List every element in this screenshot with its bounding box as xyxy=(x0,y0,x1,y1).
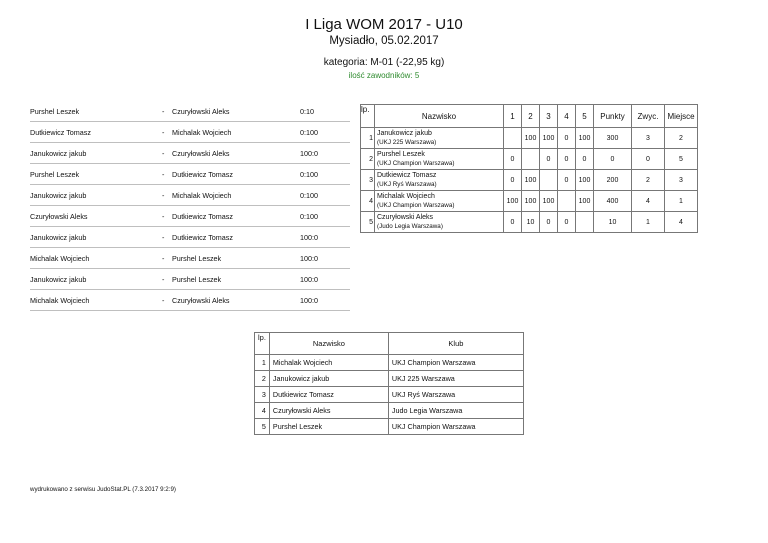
fight-separator: - xyxy=(162,107,165,116)
fight-competitor-b: Dutkiewicz Tomasz xyxy=(172,233,233,242)
place-cell: 1 xyxy=(665,191,698,212)
fight-competitor-a: Janukowicz jakub xyxy=(30,233,87,242)
fight-separator: - xyxy=(162,212,165,221)
final-header-name: Nazwisko xyxy=(269,333,388,355)
result-competitor xyxy=(375,149,504,170)
final-club: UKJ Champion Warszawa xyxy=(388,419,523,435)
header-place: Miejsce xyxy=(665,105,698,128)
final-name: Janukowicz jakub xyxy=(269,371,388,387)
final-club: UKJ Champion Warszawa xyxy=(388,355,523,371)
competitor-club: (UKJ 225 Warszawa) xyxy=(377,139,437,146)
fight-score: 100:0 xyxy=(300,233,318,242)
print-footer: wydrukowano z serwisu JudoStat.PL (7.3.2017 9:2:9) xyxy=(30,486,176,493)
competitor-name: Dutkiewicz Tomasz xyxy=(377,172,437,179)
fight-separator: - xyxy=(162,233,165,242)
score-cell xyxy=(558,191,576,212)
fight-row xyxy=(30,269,350,290)
event-place-date: Mysiadło, 05.02.2017 xyxy=(329,35,439,47)
fight-score: 100:0 xyxy=(300,275,318,284)
final-row xyxy=(255,371,524,387)
score-cell: 0 xyxy=(558,170,576,191)
fight-competitor-a: Purshel Leszek xyxy=(30,170,80,179)
result-competitor xyxy=(375,128,504,149)
final-row xyxy=(255,355,524,371)
points-cell: 300 xyxy=(594,128,632,149)
wins-cell: 1 xyxy=(632,212,665,233)
fight-competitor-b: Czuryłowski Aleks xyxy=(172,149,230,158)
final-lp: 4 xyxy=(255,403,270,419)
final-header-club: Klub xyxy=(388,333,523,355)
result-lp: 3 xyxy=(361,170,375,191)
header-col-3: 3 xyxy=(540,105,558,128)
fight-competitor-b: Czuryłowski Aleks xyxy=(172,107,230,116)
weight-category: kategoria: M-01 (-22,95 kg) xyxy=(323,57,445,68)
fight-separator: - xyxy=(162,128,165,137)
result-lp: 1 xyxy=(361,128,375,149)
score-cell: 0 xyxy=(558,212,576,233)
score-cell: 100 xyxy=(576,128,594,149)
results-row xyxy=(361,149,698,170)
competitor-name: Czuryłowski Aleks xyxy=(377,214,434,221)
header-col-1: 1 xyxy=(504,105,522,128)
competitor-club: (UKJ Ryś Warszawa) xyxy=(377,181,437,188)
fight-separator: - xyxy=(162,275,165,284)
score-cell: 100 xyxy=(576,191,594,212)
header-name: Nazwisko xyxy=(375,105,504,128)
fight-competitor-b: Czuryłowski Aleks xyxy=(172,296,230,305)
final-lp: 3 xyxy=(255,387,270,403)
fight-competitor-a: Michalak Wojciech xyxy=(30,254,90,263)
fight-competitor-a: Janukowicz jakub xyxy=(30,149,87,158)
fight-competitor-b: Purshel Leszek xyxy=(172,275,222,284)
header-points: Punkty xyxy=(594,105,632,128)
results-row xyxy=(361,170,698,191)
final-row xyxy=(255,387,524,403)
fight-row xyxy=(30,290,350,311)
score-cell: 0 xyxy=(576,149,594,170)
score-cell: 100 xyxy=(522,191,540,212)
final-row xyxy=(255,403,524,419)
fight-separator: - xyxy=(162,191,165,200)
header-col-5: 5 xyxy=(576,105,594,128)
fight-separator: - xyxy=(162,170,165,179)
fight-separator: - xyxy=(162,254,165,263)
competitor-name: Purshel Leszek xyxy=(377,151,425,158)
place-cell: 2 xyxy=(665,128,698,149)
place-cell: 5 xyxy=(665,149,698,170)
place-cell: 4 xyxy=(665,212,698,233)
final-name: Michalak Wojciech xyxy=(269,355,388,371)
score-cell: 0 xyxy=(558,128,576,149)
final-lp: 1 xyxy=(255,355,270,371)
fight-row xyxy=(30,101,350,122)
results-row xyxy=(361,212,698,233)
fight-row xyxy=(30,164,350,185)
result-lp: 4 xyxy=(361,191,375,212)
fight-competitor-b: Dutkiewicz Tomasz xyxy=(172,170,233,179)
score-cell xyxy=(522,149,540,170)
score-cell: 0 xyxy=(540,149,558,170)
fight-row xyxy=(30,185,350,206)
score-cell: 100 xyxy=(576,170,594,191)
fight-score: 0:10 xyxy=(300,107,314,116)
score-cell: 0 xyxy=(504,149,522,170)
final-header-lp: lp. xyxy=(255,333,270,355)
fight-score: 0:100 xyxy=(300,191,318,200)
score-cell xyxy=(504,128,522,149)
score-cell: 100 xyxy=(540,191,558,212)
fight-competitor-a: Purshel Leszek xyxy=(30,107,80,116)
final-name: Czuryłowski Aleks xyxy=(269,403,388,419)
fight-score: 0:100 xyxy=(300,128,318,137)
final-name: Purshel Leszek xyxy=(269,419,388,435)
score-cell: 0 xyxy=(504,170,522,191)
competitor-name: Michalak Wojciech xyxy=(377,193,435,200)
fight-competitor-a: Czuryłowski Aleks xyxy=(30,212,88,221)
fight-row xyxy=(30,122,350,143)
fight-competitor-a: Janukowicz jakub xyxy=(30,191,87,200)
fight-competitor-a: Michalak Wojciech xyxy=(30,296,90,305)
score-cell: 100 xyxy=(540,128,558,149)
points-cell: 0 xyxy=(594,149,632,170)
fight-competitor-b: Purshel Leszek xyxy=(172,254,222,263)
fight-competitor-b: Dutkiewicz Tomasz xyxy=(172,212,233,221)
fights-list xyxy=(30,101,350,311)
score-cell xyxy=(576,212,594,233)
final-ranking-table xyxy=(254,332,524,435)
results-grid xyxy=(360,104,698,233)
fight-separator: - xyxy=(162,296,165,305)
final-lp: 2 xyxy=(255,371,270,387)
fight-score: 0:100 xyxy=(300,170,318,179)
header-col-2: 2 xyxy=(522,105,540,128)
header-lp: lp. xyxy=(361,105,375,128)
result-lp: 5 xyxy=(361,212,375,233)
final-row xyxy=(255,419,524,435)
fight-score: 100:0 xyxy=(300,254,318,263)
fight-row xyxy=(30,248,350,269)
page-title: I Liga WOM 2017 - U10 xyxy=(305,16,463,33)
score-cell: 100 xyxy=(504,191,522,212)
final-club: UKJ Ryś Warszawa xyxy=(388,387,523,403)
final-header-row xyxy=(255,333,524,355)
wins-cell: 4 xyxy=(632,191,665,212)
competitor-club: (UKJ Champion Warszawa) xyxy=(377,160,455,167)
fight-score: 0:100 xyxy=(300,212,318,221)
wins-cell: 2 xyxy=(632,170,665,191)
fight-competitor-a: Janukowicz jakub xyxy=(30,275,87,284)
fight-separator: - xyxy=(162,149,165,158)
result-lp: 2 xyxy=(361,149,375,170)
final-name: Dutkiewicz Tomasz xyxy=(269,387,388,403)
points-cell: 200 xyxy=(594,170,632,191)
competitor-count: ilość zawodników: 5 xyxy=(348,71,420,80)
fight-competitor-b: Michalak Wojciech xyxy=(172,128,232,137)
score-cell: 100 xyxy=(522,128,540,149)
fight-row xyxy=(30,227,350,248)
fight-competitor-a: Dutkiewicz Tomasz xyxy=(30,128,91,137)
fight-row xyxy=(30,206,350,227)
score-cell: 0 xyxy=(540,212,558,233)
score-cell: 100 xyxy=(522,170,540,191)
header-col-4: 4 xyxy=(558,105,576,128)
score-cell: 0 xyxy=(558,149,576,170)
competitor-name: Janukowicz jakub xyxy=(377,130,432,137)
wins-cell: 3 xyxy=(632,128,665,149)
final-club: Judo Legia Warszawa xyxy=(388,403,523,419)
competitor-club: (UKJ Champion Warszawa) xyxy=(377,202,455,209)
result-competitor xyxy=(375,212,504,233)
final-club: UKJ 225 Warszawa xyxy=(388,371,523,387)
fight-row xyxy=(30,143,350,164)
wins-cell: 0 xyxy=(632,149,665,170)
results-row xyxy=(361,191,698,212)
points-cell: 400 xyxy=(594,191,632,212)
score-cell: 10 xyxy=(522,212,540,233)
points-cell: 10 xyxy=(594,212,632,233)
fight-competitor-b: Michalak Wojciech xyxy=(172,191,232,200)
results-header-row xyxy=(361,105,698,128)
score-cell: 0 xyxy=(504,212,522,233)
result-competitor xyxy=(375,170,504,191)
score-cell xyxy=(540,170,558,191)
place-cell: 3 xyxy=(665,170,698,191)
fight-score: 100:0 xyxy=(300,296,318,305)
results-row xyxy=(361,128,698,149)
final-lp: 5 xyxy=(255,419,270,435)
result-competitor xyxy=(375,191,504,212)
competitor-club: (Judo Legia Warszawa) xyxy=(377,223,443,230)
fight-score: 100:0 xyxy=(300,149,318,158)
header-wins: Zwyc. xyxy=(632,105,665,128)
